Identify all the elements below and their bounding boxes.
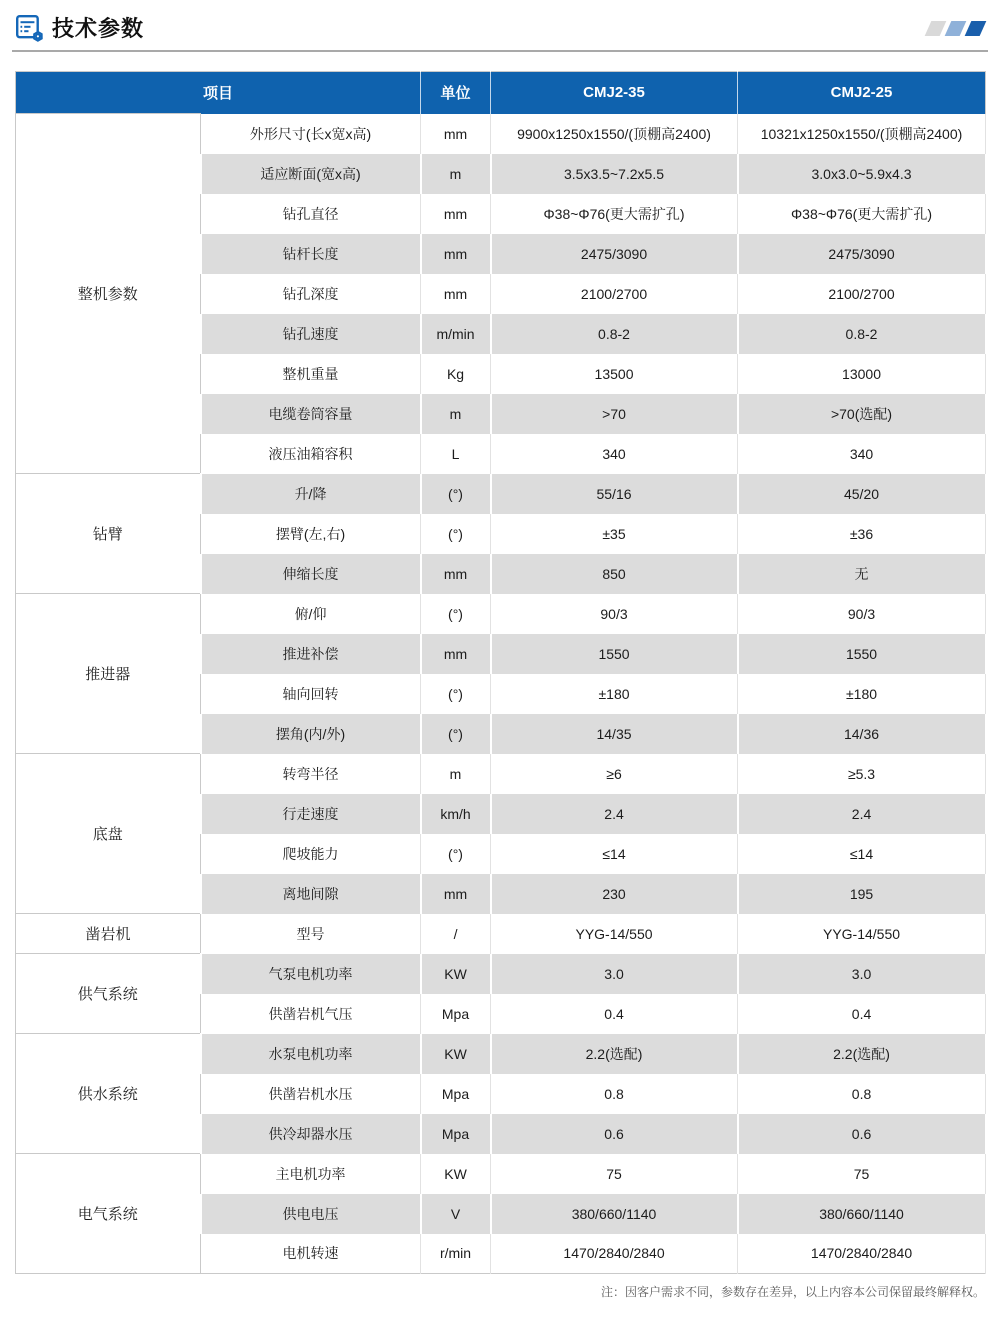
- page-title: 技术参数: [52, 16, 145, 41]
- value-cell-cmj2-35: 0.8-2: [491, 314, 738, 354]
- unit-cell: (°): [421, 714, 491, 754]
- value-cell-cmj2-35: 380/660/1140: [491, 1194, 738, 1234]
- table-row: [16, 954, 986, 994]
- value-cell-cmj2-25: 无: [738, 554, 986, 594]
- corner-decoration: [923, 21, 983, 36]
- param-cell: 轴向回转: [201, 674, 421, 714]
- param-cell: 水泵电机功率: [201, 1034, 421, 1074]
- header-unit: 单位: [421, 72, 491, 114]
- value-cell-cmj2-35: 230: [491, 874, 738, 914]
- value-cell-cmj2-35: 2.2(选配): [491, 1034, 738, 1074]
- value-cell-cmj2-35: 1470/2840/2840: [491, 1234, 738, 1274]
- param-cell: 转弯半径: [201, 754, 421, 794]
- table-row: [16, 474, 986, 514]
- value-cell-cmj2-25: 75: [738, 1154, 986, 1194]
- param-cell: 伸缩长度: [201, 554, 421, 594]
- header-item: 项目: [16, 72, 421, 114]
- value-cell-cmj2-25: 0.6: [738, 1114, 986, 1154]
- value-cell-cmj2-25: 340: [738, 434, 986, 474]
- param-cell: 电缆卷筒容量: [201, 394, 421, 434]
- unit-cell: KW: [421, 1154, 491, 1194]
- value-cell-cmj2-25: 2.4: [738, 794, 986, 834]
- table-row: [16, 914, 986, 954]
- section-cell: 整机参数: [16, 114, 201, 474]
- value-cell-cmj2-35: 2100/2700: [491, 274, 738, 314]
- section-cell: 凿岩机: [16, 914, 201, 954]
- param-cell: 外形尺寸(长x宽x高): [201, 114, 421, 154]
- header-cmj2-35: CMJ2-35: [491, 72, 738, 114]
- value-cell-cmj2-25: ±36: [738, 514, 986, 554]
- deco-bar-lightblue: [945, 21, 967, 36]
- value-cell-cmj2-25: 90/3: [738, 594, 986, 634]
- param-cell: 气泵电机功率: [201, 954, 421, 994]
- unit-cell: m: [421, 154, 491, 194]
- unit-cell: Kg: [421, 354, 491, 394]
- unit-cell: mm: [421, 274, 491, 314]
- value-cell-cmj2-25: 0.4: [738, 994, 986, 1034]
- value-cell-cmj2-35: 55/16: [491, 474, 738, 514]
- table-row: [16, 1154, 986, 1194]
- deco-bar-darkblue: [965, 21, 987, 36]
- value-cell-cmj2-35: 90/3: [491, 594, 738, 634]
- param-cell: 供电电压: [201, 1194, 421, 1234]
- param-cell: 适应断面(宽x高): [201, 154, 421, 194]
- value-cell-cmj2-25: 195: [738, 874, 986, 914]
- value-cell-cmj2-35: 2475/3090: [491, 234, 738, 274]
- value-cell-cmj2-35: ±180: [491, 674, 738, 714]
- header-row: [16, 72, 986, 114]
- value-cell-cmj2-35: 0.6: [491, 1114, 738, 1154]
- value-cell-cmj2-35: YYG-14/550: [491, 914, 738, 954]
- unit-cell: r/min: [421, 1234, 491, 1274]
- value-cell-cmj2-35: ±35: [491, 514, 738, 554]
- value-cell-cmj2-35: 2.4: [491, 794, 738, 834]
- unit-cell: m: [421, 754, 491, 794]
- unit-cell: mm: [421, 114, 491, 154]
- unit-cell: (°): [421, 594, 491, 634]
- value-cell-cmj2-25: 380/660/1140: [738, 1194, 986, 1234]
- document-gear-icon: [15, 13, 45, 43]
- param-cell: 俯/仰: [201, 594, 421, 634]
- header-cmj2-25: CMJ2-25: [738, 72, 986, 114]
- value-cell-cmj2-25: 0.8: [738, 1074, 986, 1114]
- unit-cell: L: [421, 434, 491, 474]
- section-cell: 钻臂: [16, 474, 201, 594]
- table-row: [16, 1034, 986, 1074]
- value-cell-cmj2-35: 0.4: [491, 994, 738, 1034]
- param-cell: 钻杆长度: [201, 234, 421, 274]
- spec-table-body: [16, 114, 986, 1274]
- spec-table-head: [16, 72, 986, 114]
- deco-bar-gray: [925, 21, 947, 36]
- unit-cell: mm: [421, 234, 491, 274]
- unit-cell: (°): [421, 514, 491, 554]
- page-header: [12, 0, 988, 52]
- unit-cell: mm: [421, 194, 491, 234]
- value-cell-cmj2-35: Φ38~Φ76(更大需扩孔): [491, 194, 738, 234]
- value-cell-cmj2-25: 13000: [738, 354, 986, 394]
- value-cell-cmj2-35: ≥6: [491, 754, 738, 794]
- value-cell-cmj2-35: >70: [491, 394, 738, 434]
- param-cell: 钻孔速度: [201, 314, 421, 354]
- unit-cell: /: [421, 914, 491, 954]
- value-cell-cmj2-35: 3.0: [491, 954, 738, 994]
- value-cell-cmj2-25: 3.0x3.0~5.9x4.3: [738, 154, 986, 194]
- section-cell: 供水系统: [16, 1034, 201, 1154]
- value-cell-cmj2-25: 2475/3090: [738, 234, 986, 274]
- param-cell: 摆臂(左,右): [201, 514, 421, 554]
- table-row: [16, 754, 986, 794]
- value-cell-cmj2-25: ±180: [738, 674, 986, 714]
- param-cell: 摆角(内/外): [201, 714, 421, 754]
- unit-cell: km/h: [421, 794, 491, 834]
- section-cell: 电气系统: [16, 1154, 201, 1274]
- value-cell-cmj2-25: 1470/2840/2840: [738, 1234, 986, 1274]
- table-row: [16, 594, 986, 634]
- unit-cell: m: [421, 394, 491, 434]
- value-cell-cmj2-35: ≤14: [491, 834, 738, 874]
- unit-cell: Mpa: [421, 1114, 491, 1154]
- param-cell: 型号: [201, 914, 421, 954]
- value-cell-cmj2-35: 0.8: [491, 1074, 738, 1114]
- unit-cell: m/min: [421, 314, 491, 354]
- section-cell: 供气系统: [16, 954, 201, 1034]
- value-cell-cmj2-35: 850: [491, 554, 738, 594]
- spec-table: [15, 71, 987, 1274]
- value-cell-cmj2-25: 14/36: [738, 714, 986, 754]
- unit-cell: V: [421, 1194, 491, 1234]
- unit-cell: Mpa: [421, 1074, 491, 1114]
- param-cell: 供凿岩机水压: [201, 1074, 421, 1114]
- unit-cell: (°): [421, 474, 491, 514]
- value-cell-cmj2-25: 2.2(选配): [738, 1034, 986, 1074]
- param-cell: 行走速度: [201, 794, 421, 834]
- section-cell: 推进器: [16, 594, 201, 754]
- value-cell-cmj2-25: YYG-14/550: [738, 914, 986, 954]
- param-cell: 钻孔深度: [201, 274, 421, 314]
- param-cell: 液压油箱容积: [201, 434, 421, 474]
- unit-cell: (°): [421, 674, 491, 714]
- value-cell-cmj2-25: 10321x1250x1550/(顶棚高2400): [738, 114, 986, 154]
- param-cell: 推进补偿: [201, 634, 421, 674]
- value-cell-cmj2-35: 9900x1250x1550/(顶棚高2400): [491, 114, 738, 154]
- value-cell-cmj2-35: 3.5x3.5~7.2x5.5: [491, 154, 738, 194]
- param-cell: 主电机功率: [201, 1154, 421, 1194]
- footnote: 注：因客户需求不同，参数存在差异，以上内容本公司保留最终解释权。: [600, 1285, 985, 1299]
- value-cell-cmj2-35: 75: [491, 1154, 738, 1194]
- value-cell-cmj2-25: Φ38~Φ76(更大需扩孔): [738, 194, 986, 234]
- param-cell: 升/降: [201, 474, 421, 514]
- value-cell-cmj2-25: 0.8-2: [738, 314, 986, 354]
- value-cell-cmj2-25: 3.0: [738, 954, 986, 994]
- param-cell: 整机重量: [201, 354, 421, 394]
- value-cell-cmj2-35: 340: [491, 434, 738, 474]
- unit-cell: KW: [421, 954, 491, 994]
- unit-cell: KW: [421, 1034, 491, 1074]
- value-cell-cmj2-25: 1550: [738, 634, 986, 674]
- value-cell-cmj2-35: 1550: [491, 634, 738, 674]
- value-cell-cmj2-35: 13500: [491, 354, 738, 394]
- value-cell-cmj2-25: >70(选配): [738, 394, 986, 434]
- table-row: [16, 114, 986, 154]
- value-cell-cmj2-25: 2100/2700: [738, 274, 986, 314]
- unit-cell: Mpa: [421, 994, 491, 1034]
- section-cell: 底盘: [16, 754, 201, 914]
- value-cell-cmj2-25: 45/20: [738, 474, 986, 514]
- value-cell-cmj2-35: 14/35: [491, 714, 738, 754]
- unit-cell: mm: [421, 554, 491, 594]
- param-cell: 爬坡能力: [201, 834, 421, 874]
- unit-cell: mm: [421, 634, 491, 674]
- param-cell: 供凿岩机气压: [201, 994, 421, 1034]
- param-cell: 供冷却器水压: [201, 1114, 421, 1154]
- value-cell-cmj2-25: ≤14: [738, 834, 986, 874]
- value-cell-cmj2-25: ≥5.3: [738, 754, 986, 794]
- unit-cell: mm: [421, 874, 491, 914]
- param-cell: 钻孔直径: [201, 194, 421, 234]
- param-cell: 电机转速: [201, 1234, 421, 1274]
- unit-cell: (°): [421, 834, 491, 874]
- param-cell: 离地间隙: [201, 874, 421, 914]
